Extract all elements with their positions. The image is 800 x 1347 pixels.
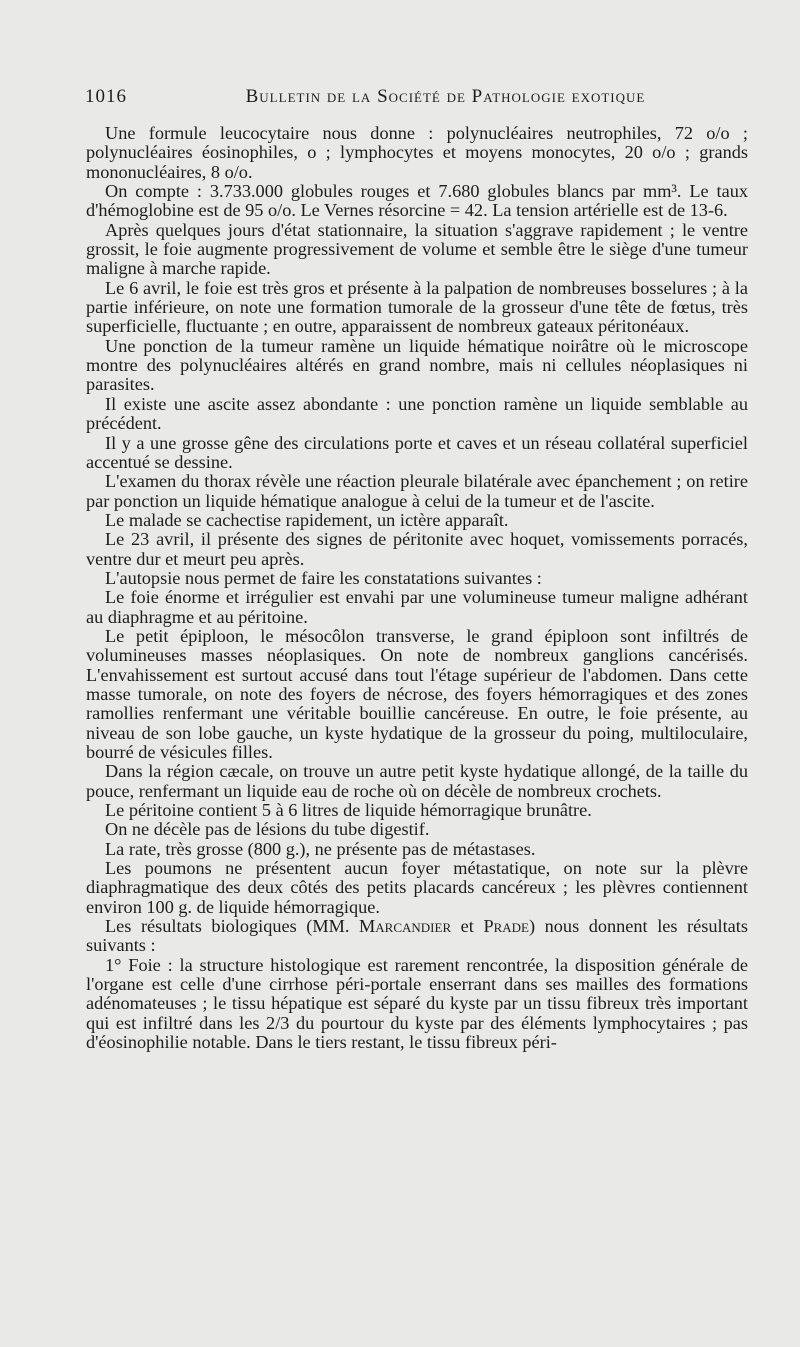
page-number: 1016 xyxy=(85,86,127,107)
results-text-after: ) nous donnent les résultats suivants : xyxy=(86,916,748,956)
paragraph: Les poumons ne présentent aucun foyer métastatique, on note sur la plèvre diaphragmatique des deux côtés des petits placards cancéreux ; les plèvres contiennent environ 100 g. de liquide hémorragique. xyxy=(86,858,748,917)
paragraph: 1° Foie : la structure histologique est rarement rencontrée, la disposition générale de l'organe est celle d'une cirrhose péri-portale enserrant dans ses mailles des formations adénomateuses ; le tissu hépatique est séparé du kyste par un tissu fibreux très important qui est infiltré dans les 2/3 du pourtour du kyste par des éléments lymphocytaires ; pas d'éosinophilie notable. Dans le tiers restant, le tissu fibreux péri- xyxy=(86,954,748,1053)
paragraph: L'examen du thorax révèle une réaction pleurale bilatérale avec épanchement ; on retire par ponction un liquide hématique analogue à celui de la tumeur et de l'ascite. xyxy=(86,471,748,511)
running-title: Bulletin de la Société de Pathologie exotique xyxy=(245,86,646,107)
body-text xyxy=(86,124,748,1053)
paragraph: Dans la région cæcale, on trouve un autre petit kyste hydatique allongé, de la taille du pouce, renfermant un liquide eau de roche où on décèle de nombreux crochets. xyxy=(86,761,748,801)
paragraph: Le petit épiploon, le mésocôlon transverse, le grand épiploon sont infiltrés de volumineuses masses néoplasiques. On note de nombreux ganglions cancérisés. L'envahissement est surtout accusé dans tout l'étage supérieur de l'abdomen. Dans cette masse tumorale, on note des foyers de nécrose, des foyers hémorragiques et des zones ramollies renfermant une véritable bouillie cancéreuse. En outre, le foie présente, au niveau de son lobe gauche, un kyste hydatique de la grosseur du poing, multiloculaire, bourré de vésicules filles. xyxy=(86,625,748,762)
results-paragraph xyxy=(86,917,748,956)
paragraph: Après quelques jours d'état stationnaire, la situation s'aggrave rapidement ; le ventre grossit, le foie augmente progressivement de volume et semble être le siège d'une tumeur maligne à marche rapide. xyxy=(86,219,748,279)
paragraph: Le péritoine contient 5 à 6 litres de liquide hémorragique brunâtre. xyxy=(105,800,592,821)
paragraph: Une formule leucocytaire nous donne : polynucléaires neutrophiles, 72 o/o ; polynucléaires éosinophiles, o ; lymphocytes et moyens monocytes, 20 o/o ; grands mononucléaires, 8 o/o. xyxy=(86,123,748,182)
paragraph: La rate, très grosse (800 g.), ne présente pas de métastases. xyxy=(105,838,536,859)
paragraph: Le foie énorme et irrégulier est envahi par une volumineuse tumeur maligne adhérant au diaphragme et au péritoine. xyxy=(86,587,748,627)
paragraph: Il y a une grosse gêne des circulations porte et caves et un réseau collatéral superficiel accentué se dessine. xyxy=(86,432,748,472)
results-text-middle: et xyxy=(451,916,484,937)
paragraph: On ne décèle pas de lésions du tube digestif. xyxy=(105,819,430,840)
running-header xyxy=(85,86,745,110)
paragraph: Le malade se cachectise rapidement, un ictère apparaît. xyxy=(105,509,509,530)
paragraph: Le 6 avril, le foie est très gros et présente à la palpation de nombreuses bosselures ; à la partie inférieure, on note une formation tumorale de la grosseur d'une tête de fœtus, très superficielle, fluctuante ; en outre, apparaissent de nombreux gateaux péritonéaux. xyxy=(86,277,748,337)
paragraph: On compte : 3.733.000 globules rouges et 7.680 globules blancs par mm³. Le taux d'hémoglobine est de 95 o/o. Le Vernes résorcine = 42. La tension artérielle est de 13-6. xyxy=(86,181,748,221)
results-text-before: Les résultats biologiques (MM. xyxy=(105,916,360,937)
author-name: Marcandier xyxy=(359,916,452,937)
paragraph: Le 23 avril, il présente des signes de péritonite avec hoquet, vomissements porracés, ventre dur et meurt peu après. xyxy=(86,529,748,569)
paragraph: Il existe une ascite assez abondante : une ponction ramène un liquide semblable au précédent. xyxy=(86,393,748,434)
paragraph: L'autopsie nous permet de faire les constatations suivantes : xyxy=(105,567,542,588)
author-name: Prade xyxy=(483,916,529,937)
paragraph: Une ponction de la tumeur ramène un liquide hématique noirâtre où le microscope montre des polynucléaires altérés en grand nombre, mais ni cellules néoplasiques ni parasites. xyxy=(86,335,748,395)
